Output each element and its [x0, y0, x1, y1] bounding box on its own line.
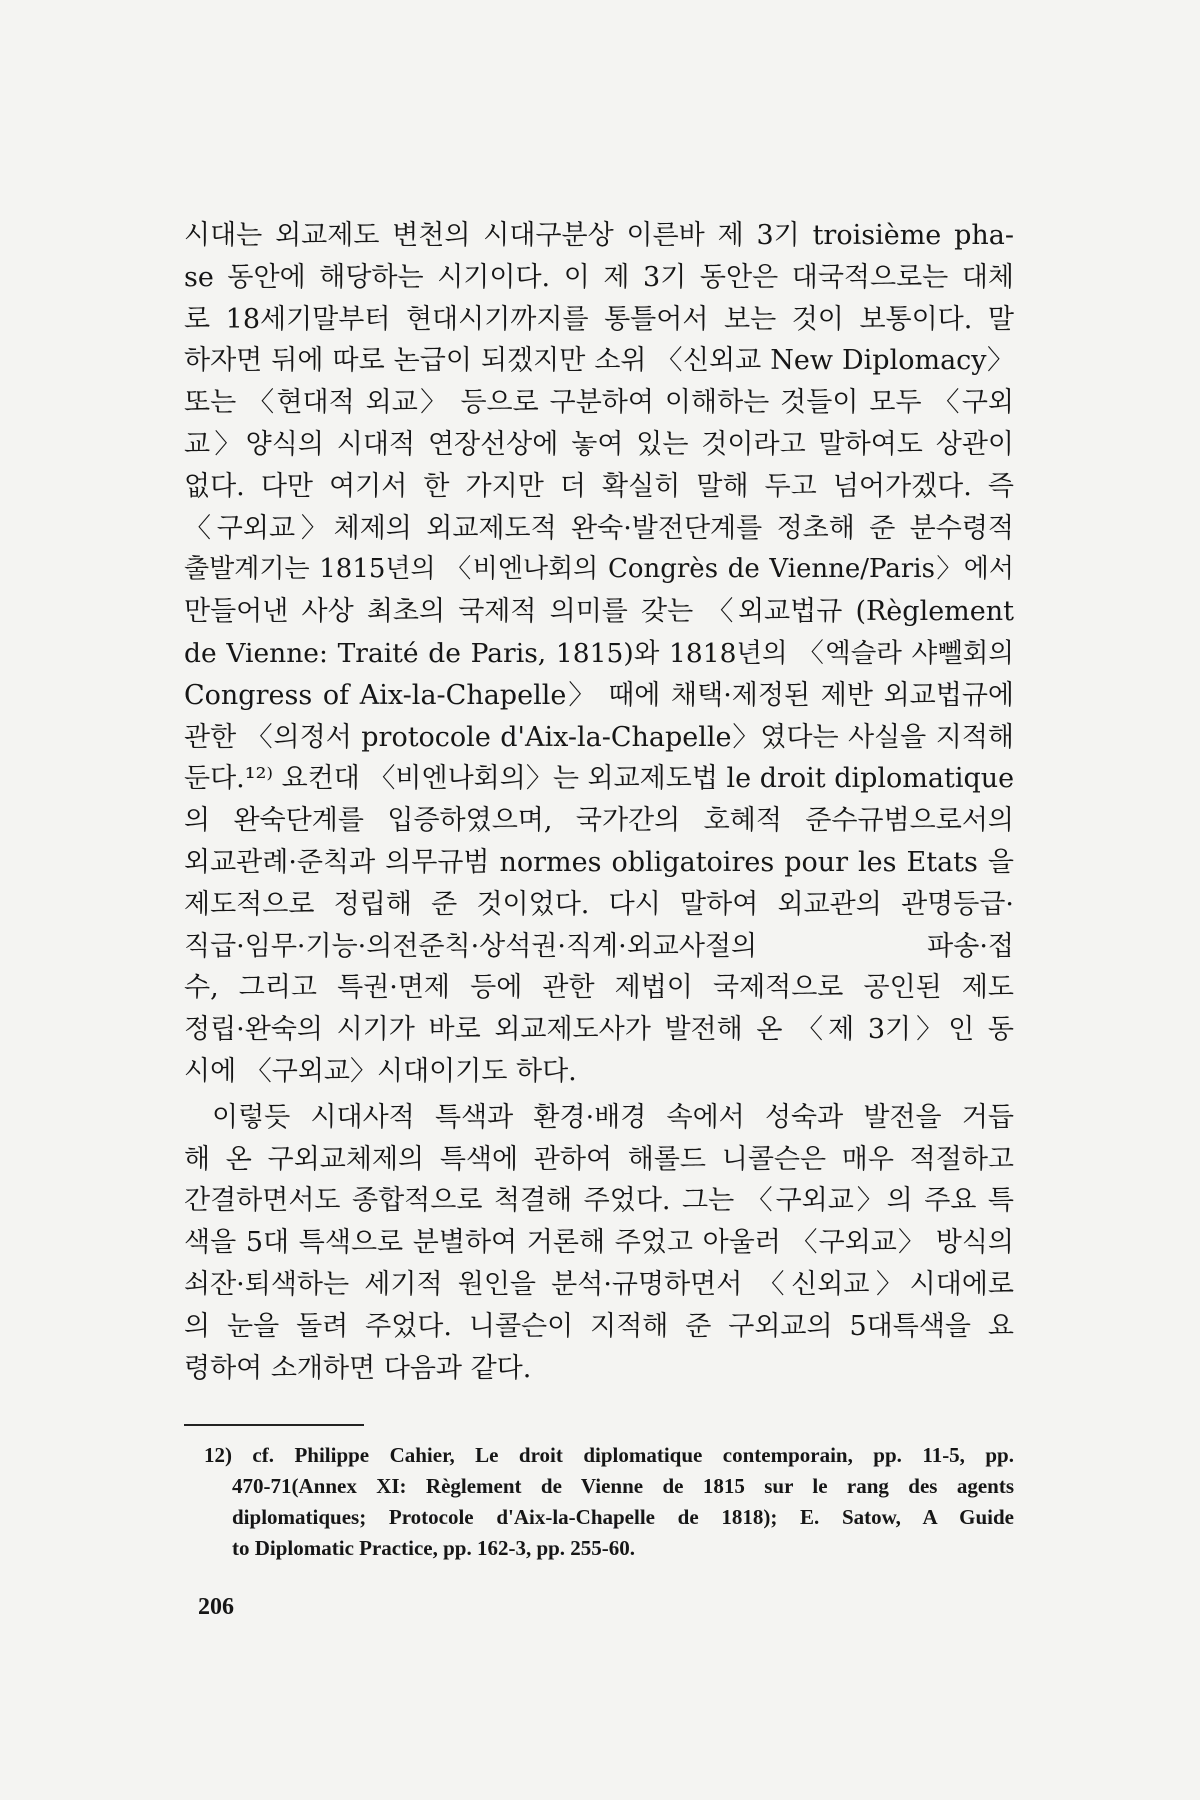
footnote	[204, 1440, 1014, 1564]
text-line: 둔다.¹²⁾ 요컨대 〈비엔나회의〉는 외교제도법 le droit diplomatique	[184, 763, 1014, 795]
text-line: 교〉양식의 시대적 연장선상에 놓여 있는 것이라고 말하여도 상관이	[184, 428, 1014, 460]
text-line: 시대는 외교제도 변천의 시대구분상 이른바 제 3기 troisième pha-	[184, 220, 1014, 251]
main-text	[184, 215, 1014, 1389]
text-line: se 동안에 해당하는 시기이다. 이 제 3기 동안은 대국적으로는 대체	[184, 261, 1014, 293]
text-line: 만들어낸 사상 최초의 국제적 의미를 갖는 〈외교법규 (Règlement	[184, 596, 1014, 628]
paragraph-1	[184, 215, 1014, 1093]
text-line: 없다. 다만 여기서 한 가지만 더 확실히 말해 두고 넘어가겠다. 즉	[184, 470, 1014, 502]
footnote-line: 470-71(Annex XI: Règlement de Vienne de 1815 sur le rang des agents	[232, 1474, 1014, 1498]
text-line: 령하여 소개하면 다음과 같다.	[184, 1352, 532, 1384]
paragraph-2	[184, 1097, 1014, 1390]
text-line: 간결하면서도 종합적으로 척결해 주었다. 그는 〈구외교〉의 주요 특	[184, 1185, 1014, 1217]
text-line: 시에 〈구외교〉시대이기도 하다.	[184, 1055, 577, 1087]
text-line: de Vienne: Traité de Paris, 1815)와 1818년의 〈엑슬라 샤뻴회의	[184, 637, 1014, 669]
text-line: 〈구외교〉체제의 외교제도적 완숙·발전단계를 정초해 준 분수령적	[184, 512, 1014, 544]
text-line: 직급·임무·기능·의전준칙·상석권·직계·외교사절의 파송·접	[184, 930, 1014, 962]
text-line: 로 18세기말부터 현대시기까지를 통틀어서 보는 것이 보통이다. 말	[184, 303, 1014, 335]
page-number: 206	[198, 1594, 234, 1620]
text-line: 의 완숙단계를 입증하였으며, 국가간의 호혜적 준수규범으로서의	[184, 805, 1014, 837]
text-line: 이렇듯 시대사적 특색과 환경·배경 속에서 성숙과 발전을 거듭	[212, 1101, 1014, 1133]
text-line: 외교관례·준칙과 의무규범 normes obligatoires pour les Etats 을	[184, 846, 1014, 878]
footnote-line: 12) cf. Philippe Cahier, Le droit diplomatique contemporain, pp. 11-5, pp.	[204, 1443, 1014, 1467]
text-line: 관한 〈의정서 protocole d'Aix-la-Chapelle〉였다는 사실을 지적해	[184, 721, 1014, 753]
text-line: 정립·완숙의 시기가 바로 외교제도사가 발전해 온 〈제 3기〉인 동	[184, 1014, 1014, 1046]
footnote-line: diplomatiques; Protocole d'Aix-la-Chapelle de 1818); E. Satow, A Guide	[232, 1505, 1014, 1529]
text-line: 수, 그리고 특권·면제 등에 관한 제법이 국제적으로 공인된 제도	[184, 972, 1014, 1004]
text-line: 하자면 뒤에 따로 논급이 되겠지만 소위 〈신외교 New Diplomacy〉	[184, 345, 1014, 377]
text-line: 출발계기는 1815년의 〈비엔나회의 Congrès de Vienne/Paris〉에서	[184, 554, 1014, 585]
text-line: 또는 〈현대적 외교〉 등으로 구분하여 이해하는 것들이 모두 〈구외	[184, 387, 1014, 419]
text-line: 해 온 구외교체제의 특색에 관하여 해롤드 니콜슨은 매우 적절하고	[184, 1143, 1014, 1175]
footnote-line: to Diplomatic Practice, pp. 162-3, pp. 255-60.	[232, 1536, 636, 1560]
text-line: 의 눈을 돌려 주었다. 니콜슨이 지적해 준 구외교의 5대특색을 요	[184, 1310, 1014, 1342]
text-line: 제도적으로 정립해 준 것이었다. 다시 말하여 외교관의 관명등급·	[184, 888, 1014, 920]
text-line: Congress of Aix-la-Chapelle〉 때에 채택·제정된 제반 외교법규에	[184, 679, 1014, 711]
text-line: 색을 5대 특색으로 분별하여 거론해 주었고 아울러 〈구외교〉 방식의	[184, 1227, 1014, 1259]
text-line: 쇠잔·퇴색하는 세기적 원인을 분석·규명하면서 〈신외교〉시대에로	[184, 1268, 1014, 1300]
footnote-divider	[184, 1424, 364, 1426]
